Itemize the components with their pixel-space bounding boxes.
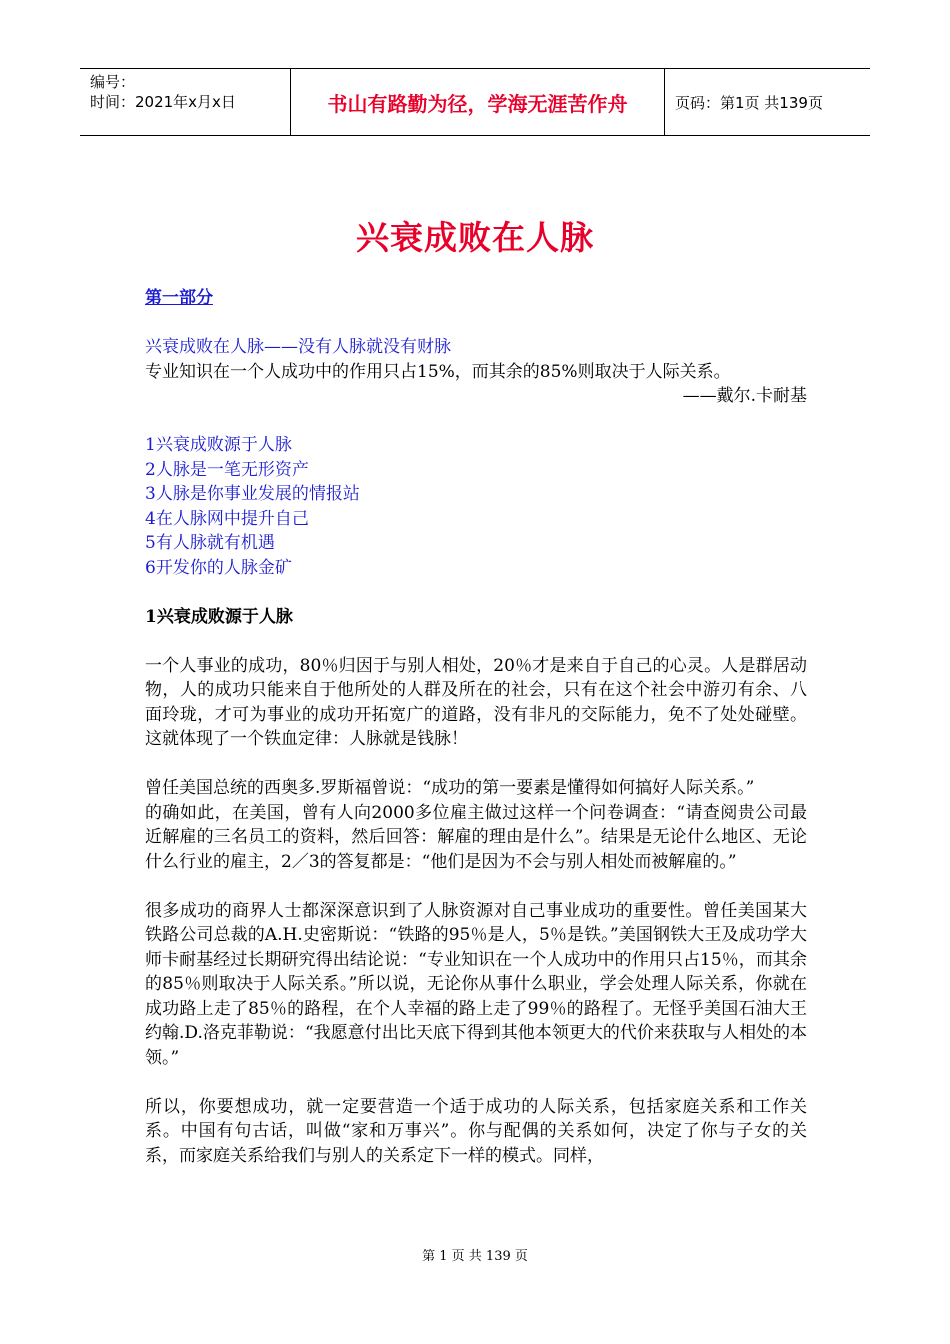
intro-quote-author: ——戴尔.卡耐基 [682, 386, 807, 406]
paragraph-5: 所以，你要想成功，就一定要营造一个适于成功的人际关系，包括家庭关系和工作关系。中国有句古话，叫做“家和万事兴”。你与配偶的关系如何，决定了你与子女的关系，而家庭关系给我们与别人的关系定下一样的模式。同样， [145, 1096, 807, 1166]
intro-quote: 专业知识在一个人成功中的作用只占15%，而其余的85%则取决于人际关系。 [145, 361, 731, 382]
paragraph-3: 的确如此，在美国，曾有人向2000多位雇主做过这样一个问卷调查：“请查阅贵公司最近解雇的三名员工的资料，然后回答：解雇的理由是什么”。结果是无论什么地区、无论什么行业的雇主，2／3的答复都是：“他们是因为不会与别人相处而被解雇的。” [145, 802, 807, 872]
toc-item-4[interactable]: 4在人脉网中提升自己 [145, 508, 309, 529]
document-body [145, 286, 807, 1168]
document-title: 兴衰成败在人脉 [356, 218, 594, 257]
paragraph-2: 曾任美国总统的西奥多.罗斯福曾说：“成功的第一要素是懂得如何搞好人际关系。” [145, 778, 755, 798]
toc-item-5[interactable]: 5有人脉就有机遇 [145, 533, 275, 553]
document-number-label: 编号： [90, 73, 136, 91]
chapter-heading: 1兴衰成败源于人脉 [145, 606, 293, 627]
page-footer: 第 1 页 共 139 页 [422, 1249, 528, 1264]
toc-item-2[interactable]: 2人脉是一笔无形资产 [145, 459, 309, 480]
paragraph-1: 一个人事业的成功，80％归因于与别人相处，20％才是来自于自己的心灵。人是群居动物，人的成功只能来自于他所处的人群及所在的社会，只有在这个社会中游刃有余、八面玲珑，才可为事业的成功开拓宽广的道路，没有非凡的交际能力，免不了处处碰壁。这就体现了一个铁血定律：人脉就是钱脉！ [145, 655, 807, 749]
table-of-contents [145, 433, 807, 580]
section-link-part-one[interactable]: 第一部分 [145, 288, 213, 308]
toc-item-1[interactable]: 1兴衰成败源于人脉 [145, 435, 292, 455]
header-page-info: 页码：第1页 共139页 [665, 69, 871, 136]
header-motto: 书山有路勤为径，学海无涯苦作舟 [291, 69, 665, 136]
toc-item-3[interactable]: 3人脉是你事业发展的情报站 [145, 484, 360, 504]
paragraph-4: 很多成功的商界人士都深深意识到了人脉资源对自己事业成功的重要性。曾任美国某大铁路公司总裁的A.H.史密斯说：“铁路的95％是人，5％是铁。”美国钢铁大王及成功学大师卡耐基经过长期研究得出结论说：“专业知识在一个人成功中的作用只占15％，而其余的85％则取决于人际关系。”所以说，无论你从事什么职业，学会处理人际关系，你就在成功路上走了85％的路程，在个人幸福的路上走了99％的路程了。无怪乎美国石油大王约翰.D.洛克菲勒说：“我愿意付出比天底下得到其他本领更大的代价来获取与人相处的本领。” [145, 900, 807, 1068]
header-table [80, 68, 870, 136]
intro-subtitle: 兴衰成败在人脉——没有人脉就没有财脉 [145, 337, 451, 357]
document-date-label: 时间：2021年x月x日 [90, 93, 236, 111]
header-meta-cell [80, 69, 291, 136]
toc-item-6[interactable]: 6开发你的人脉金矿 [145, 557, 292, 578]
